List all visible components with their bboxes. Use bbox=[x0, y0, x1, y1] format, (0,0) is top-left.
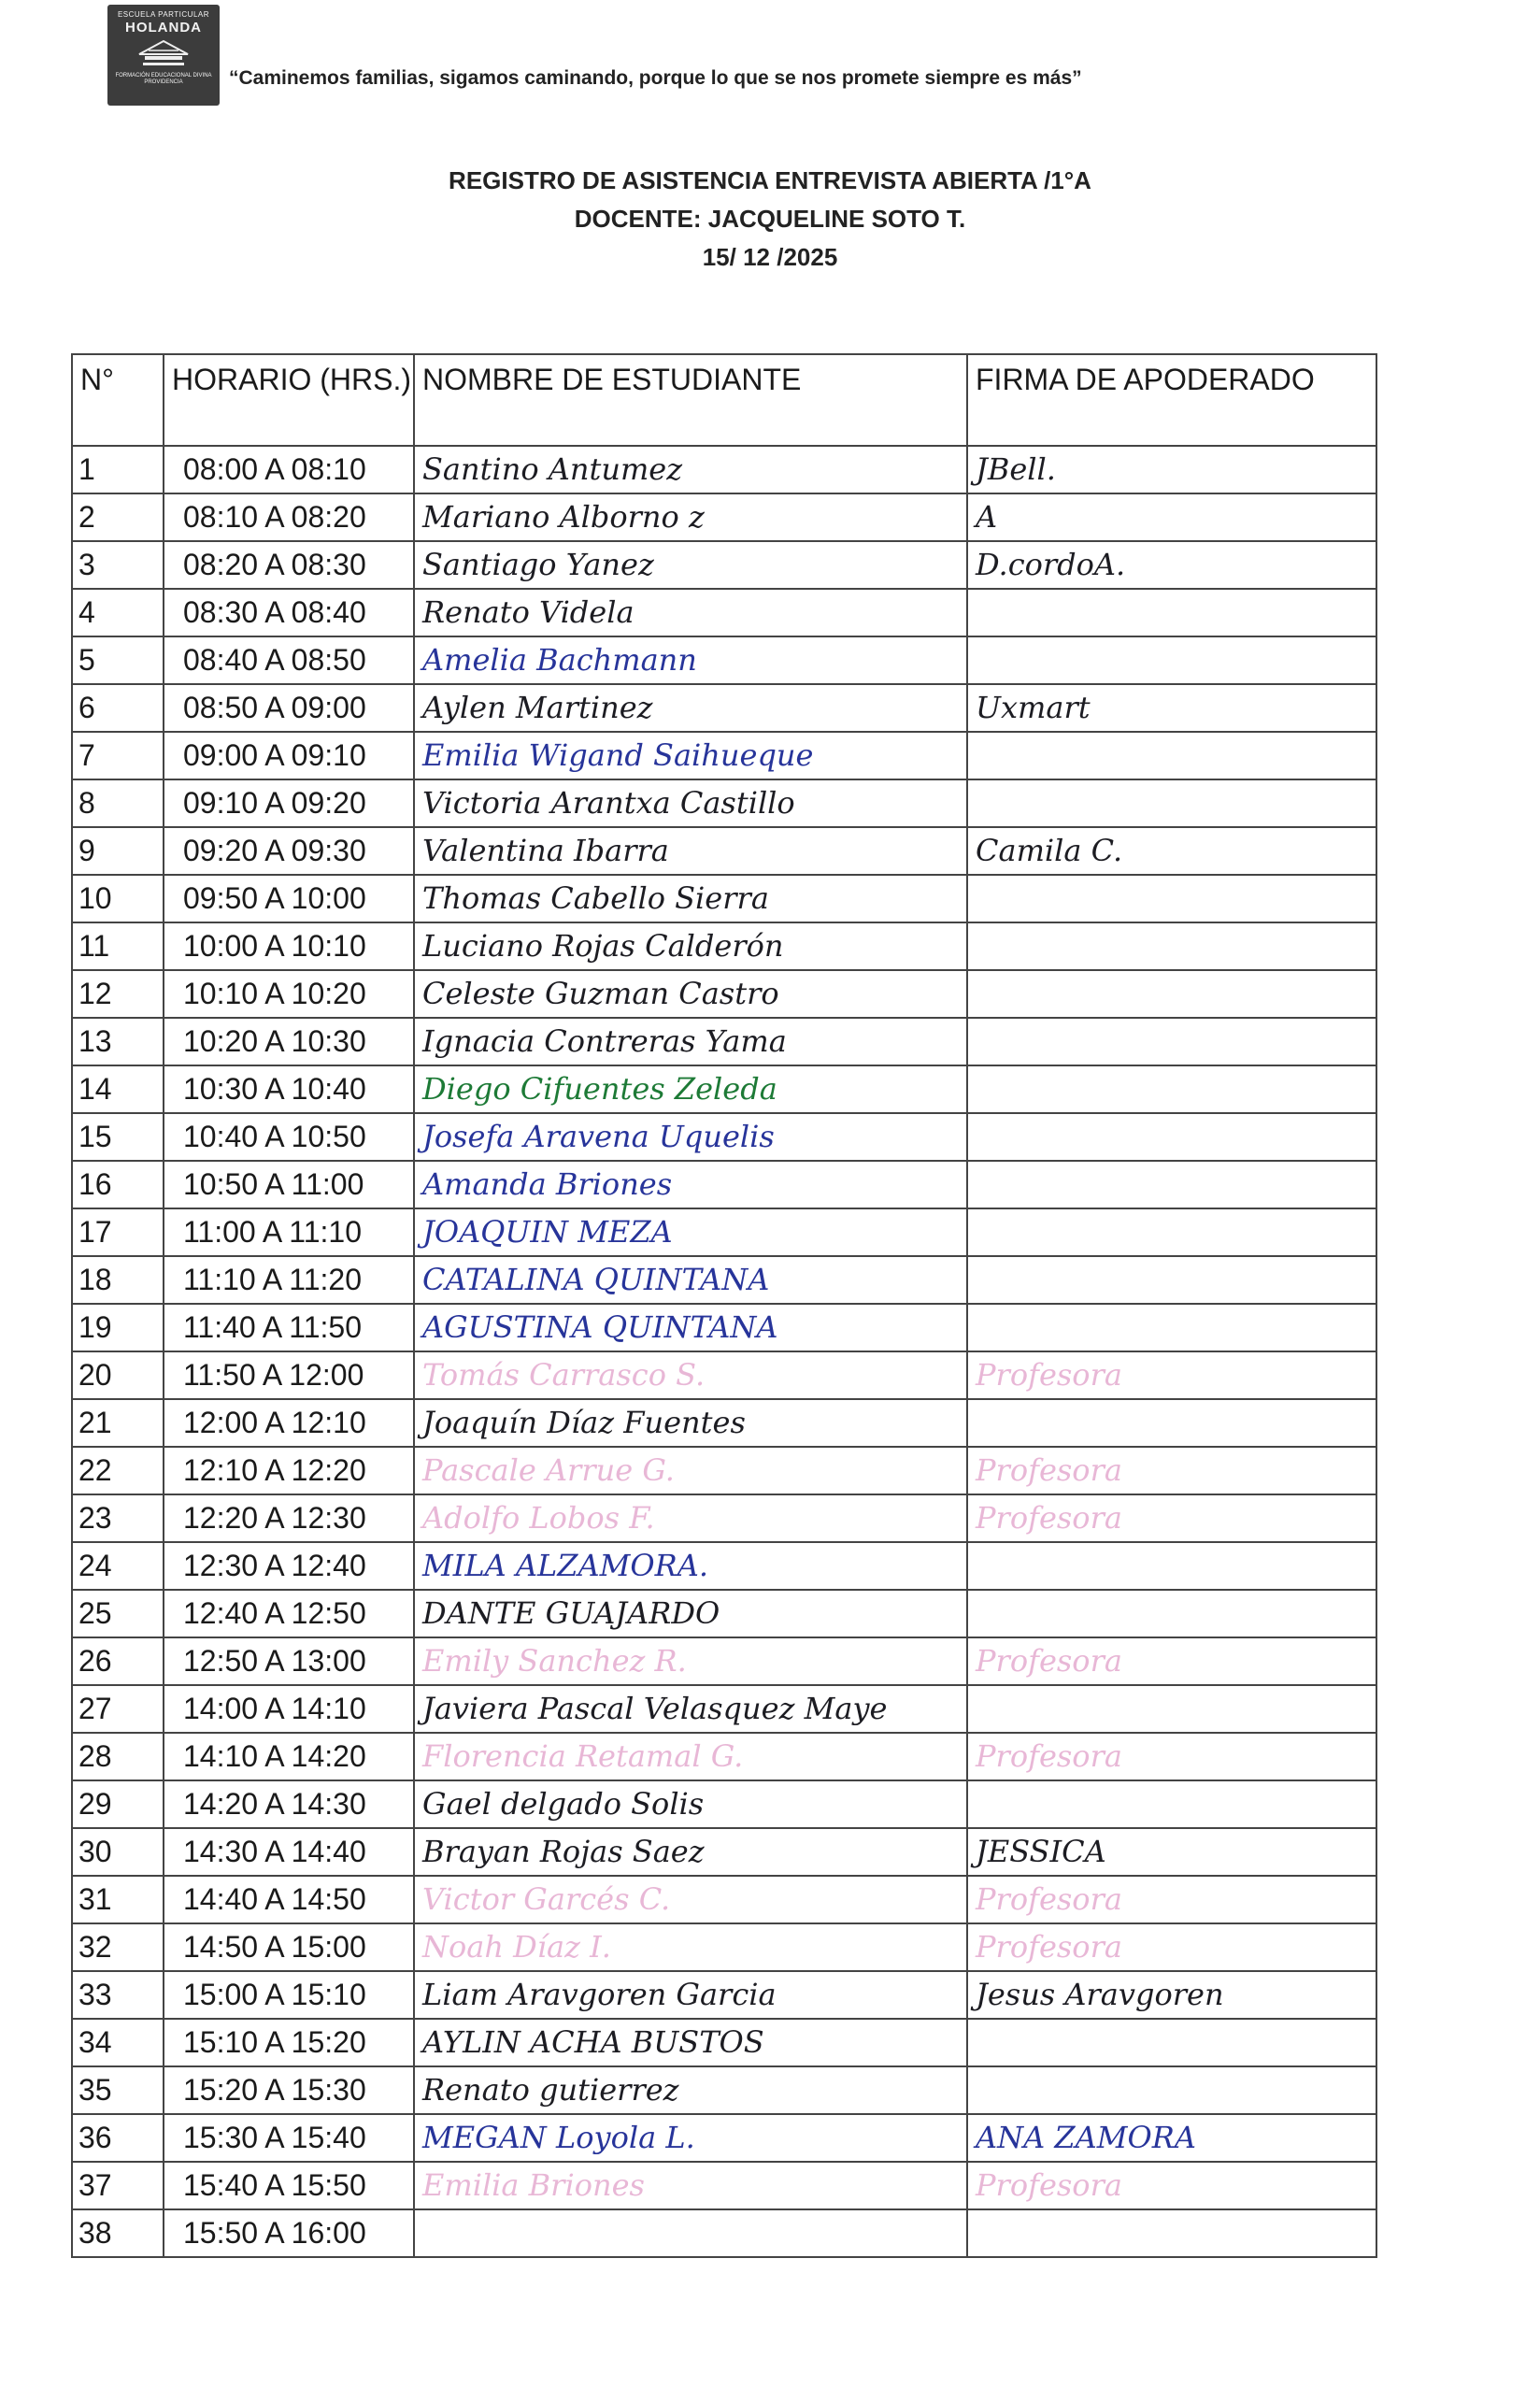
row-number: 22 bbox=[72, 1447, 164, 1494]
guardian-signature bbox=[967, 2066, 1376, 2114]
table-row bbox=[72, 1590, 1376, 1637]
guardian-signature bbox=[967, 1685, 1376, 1733]
row-number: 34 bbox=[72, 2019, 164, 2066]
table-row bbox=[72, 2066, 1376, 2114]
row-number: 2 bbox=[72, 493, 164, 541]
guardian-signature bbox=[967, 1161, 1376, 1208]
guardian-signature bbox=[967, 732, 1376, 779]
table-row bbox=[72, 1113, 1376, 1161]
guardian-signature: JESSICA bbox=[967, 1828, 1376, 1876]
student-name: Celeste Guzman Castro bbox=[414, 970, 967, 1018]
student-name: Tomás Carrasco S. bbox=[414, 1351, 967, 1399]
row-number: 1 bbox=[72, 446, 164, 493]
table-row bbox=[72, 1256, 1376, 1304]
table-row bbox=[72, 2114, 1376, 2162]
row-time: 12:50 A 13:00 bbox=[164, 1637, 414, 1685]
table-row bbox=[72, 1494, 1376, 1542]
row-time: 14:30 A 14:40 bbox=[164, 1828, 414, 1876]
student-name: Liam Aravgoren Garcia bbox=[414, 1971, 967, 2019]
header-guardian-signature: FIRMA DE APODERADO bbox=[967, 354, 1376, 446]
guardian-signature: Profesora bbox=[967, 1923, 1376, 1971]
student-name: CATALINA QUINTANA bbox=[414, 1256, 967, 1304]
table-row bbox=[72, 589, 1376, 636]
table-row bbox=[72, 1351, 1376, 1399]
row-time: 15:00 A 15:10 bbox=[164, 1971, 414, 2019]
row-number: 32 bbox=[72, 1923, 164, 1971]
row-time: 10:30 A 10:40 bbox=[164, 1065, 414, 1113]
guardian-signature bbox=[967, 2209, 1376, 2257]
guardian-signature: A bbox=[967, 493, 1376, 541]
row-number: 21 bbox=[72, 1399, 164, 1447]
guardian-signature: D.cordoA. bbox=[967, 541, 1376, 589]
table-row bbox=[72, 1447, 1376, 1494]
row-time: 09:00 A 09:10 bbox=[164, 732, 414, 779]
student-name: Adolfo Lobos F. bbox=[414, 1494, 967, 1542]
table-row bbox=[72, 1971, 1376, 2019]
row-number: 12 bbox=[72, 970, 164, 1018]
row-number: 6 bbox=[72, 684, 164, 732]
row-time: 12:40 A 12:50 bbox=[164, 1590, 414, 1637]
guardian-signature: Profesora bbox=[967, 1494, 1376, 1542]
student-name: MEGAN Loyola L. bbox=[414, 2114, 967, 2162]
student-name: Emily Sanchez R. bbox=[414, 1637, 967, 1685]
guardian-signature bbox=[967, 1018, 1376, 1065]
table-row bbox=[72, 636, 1376, 684]
student-name: Gael delgado Solis bbox=[414, 1780, 967, 1828]
student-name: Emilia Briones bbox=[414, 2162, 967, 2209]
row-number: 38 bbox=[72, 2209, 164, 2257]
table-row bbox=[72, 922, 1376, 970]
guardian-signature: JBell. bbox=[967, 446, 1376, 493]
student-name: Santino Antumez bbox=[414, 446, 967, 493]
table-row bbox=[72, 684, 1376, 732]
student-name: Josefa Aravena Uquelis bbox=[414, 1113, 967, 1161]
guardian-signature bbox=[967, 779, 1376, 827]
student-name: Diego Cifuentes Zeleda bbox=[414, 1065, 967, 1113]
guardian-signature bbox=[967, 875, 1376, 922]
guardian-signature bbox=[967, 1208, 1376, 1256]
guardian-signature bbox=[967, 1256, 1376, 1304]
table-row bbox=[72, 827, 1376, 875]
table-row bbox=[72, 1876, 1376, 1923]
student-name: Thomas Cabello Sierra bbox=[414, 875, 967, 922]
row-time: 08:00 A 08:10 bbox=[164, 446, 414, 493]
table-row bbox=[72, 1399, 1376, 1447]
row-number: 28 bbox=[72, 1733, 164, 1780]
student-name: Noah Díaz I. bbox=[414, 1923, 967, 1971]
student-name: Renato Videla bbox=[414, 589, 967, 636]
table-row bbox=[72, 1161, 1376, 1208]
guardian-signature bbox=[967, 1304, 1376, 1351]
student-name: AGUSTINA QUINTANA bbox=[414, 1304, 967, 1351]
guardian-signature bbox=[967, 636, 1376, 684]
table-row bbox=[72, 1685, 1376, 1733]
row-time: 10:20 A 10:30 bbox=[164, 1018, 414, 1065]
row-time: 15:50 A 16:00 bbox=[164, 2209, 414, 2257]
table-row bbox=[72, 1304, 1376, 1351]
row-number: 29 bbox=[72, 1780, 164, 1828]
row-time: 10:50 A 11:00 bbox=[164, 1161, 414, 1208]
row-number: 13 bbox=[72, 1018, 164, 1065]
student-name: Emilia Wigand Saihueque bbox=[414, 732, 967, 779]
row-number: 9 bbox=[72, 827, 164, 875]
guardian-signature: ANA ZAMORA bbox=[967, 2114, 1376, 2162]
row-time: 12:30 A 12:40 bbox=[164, 1542, 414, 1590]
row-time: 12:00 A 12:10 bbox=[164, 1399, 414, 1447]
row-number: 36 bbox=[72, 2114, 164, 2162]
row-number: 27 bbox=[72, 1685, 164, 1733]
row-time: 09:50 A 10:00 bbox=[164, 875, 414, 922]
row-number: 4 bbox=[72, 589, 164, 636]
guardian-signature bbox=[967, 1113, 1376, 1161]
attendance-table bbox=[71, 353, 1377, 2258]
row-time: 15:10 A 15:20 bbox=[164, 2019, 414, 2066]
row-number: 11 bbox=[72, 922, 164, 970]
student-name: Amanda Briones bbox=[414, 1161, 967, 1208]
row-number: 18 bbox=[72, 1256, 164, 1304]
row-time: 14:20 A 14:30 bbox=[164, 1780, 414, 1828]
row-number: 19 bbox=[72, 1304, 164, 1351]
row-time: 09:10 A 09:20 bbox=[164, 779, 414, 827]
row-number: 16 bbox=[72, 1161, 164, 1208]
row-time: 08:30 A 08:40 bbox=[164, 589, 414, 636]
school-emblem-icon bbox=[135, 39, 192, 71]
row-number: 3 bbox=[72, 541, 164, 589]
student-name: Brayan Rojas Saez bbox=[414, 1828, 967, 1876]
row-number: 17 bbox=[72, 1208, 164, 1256]
row-time: 12:10 A 12:20 bbox=[164, 1447, 414, 1494]
logo-line1: ESCUELA PARTICULAR bbox=[117, 10, 210, 19]
student-name: Aylen Martinez bbox=[414, 684, 967, 732]
student-name: DANTE GUAJARDO bbox=[414, 1590, 967, 1637]
student-name: Amelia Bachmann bbox=[414, 636, 967, 684]
row-time: 10:10 A 10:20 bbox=[164, 970, 414, 1018]
row-number: 14 bbox=[72, 1065, 164, 1113]
row-number: 35 bbox=[72, 2066, 164, 2114]
table-row bbox=[72, 1733, 1376, 1780]
guardian-signature bbox=[967, 2019, 1376, 2066]
row-number: 25 bbox=[72, 1590, 164, 1637]
guardian-signature bbox=[967, 922, 1376, 970]
student-name: Ignacia Contreras Yama bbox=[414, 1018, 967, 1065]
row-time: 15:30 A 15:40 bbox=[164, 2114, 414, 2162]
motto: “Caminemos familias, sigamos caminando, porque lo que se nos promete siempre es más” bbox=[229, 67, 1082, 89]
row-number: 5 bbox=[72, 636, 164, 684]
row-number: 23 bbox=[72, 1494, 164, 1542]
table-row bbox=[72, 2209, 1376, 2257]
student-name: Joaquín Díaz Fuentes bbox=[414, 1399, 967, 1447]
guardian-signature: Profesora bbox=[967, 1351, 1376, 1399]
table-header-row bbox=[72, 354, 1376, 446]
student-name: Pascale Arrue G. bbox=[414, 1447, 967, 1494]
table-row bbox=[72, 1065, 1376, 1113]
row-number: 31 bbox=[72, 1876, 164, 1923]
guardian-signature bbox=[967, 970, 1376, 1018]
row-time: 09:20 A 09:30 bbox=[164, 827, 414, 875]
row-time: 15:20 A 15:30 bbox=[164, 2066, 414, 2114]
page-title: REGISTRO DE ASISTENCIA ENTREVISTA ABIERTA /1°A bbox=[449, 166, 1091, 194]
guardian-signature: Uxmart bbox=[967, 684, 1376, 732]
row-time: 14:10 A 14:20 bbox=[164, 1733, 414, 1780]
header-student-name: NOMBRE DE ESTUDIANTE bbox=[414, 354, 967, 446]
table-row bbox=[72, 970, 1376, 1018]
row-time: 14:40 A 14:50 bbox=[164, 1876, 414, 1923]
school-logo bbox=[107, 5, 220, 106]
row-time: 15:40 A 15:50 bbox=[164, 2162, 414, 2209]
row-time: 10:40 A 10:50 bbox=[164, 1113, 414, 1161]
guardian-signature: Camila C. bbox=[967, 827, 1376, 875]
row-time: 08:20 A 08:30 bbox=[164, 541, 414, 589]
guardian-signature: Jesus Aravgoren bbox=[967, 1971, 1376, 2019]
student-name: Mariano Alborno z bbox=[414, 493, 967, 541]
student-name: Luciano Rojas Calderón bbox=[414, 922, 967, 970]
guardian-signature bbox=[967, 589, 1376, 636]
student-name: Florencia Retamal G. bbox=[414, 1733, 967, 1780]
guardian-signature: Profesora bbox=[967, 1733, 1376, 1780]
row-number: 8 bbox=[72, 779, 164, 827]
student-name: Santiago Yanez bbox=[414, 541, 967, 589]
table-row bbox=[72, 1637, 1376, 1685]
table-row bbox=[72, 446, 1376, 493]
row-time: 08:40 A 08:50 bbox=[164, 636, 414, 684]
row-number: 7 bbox=[72, 732, 164, 779]
guardian-signature bbox=[967, 1780, 1376, 1828]
guardian-signature: Profesora bbox=[967, 1876, 1376, 1923]
table-row bbox=[72, 493, 1376, 541]
table-row bbox=[72, 1828, 1376, 1876]
row-time: 12:20 A 12:30 bbox=[164, 1494, 414, 1542]
table-row bbox=[72, 2019, 1376, 2066]
row-time: 14:50 A 15:00 bbox=[164, 1923, 414, 1971]
header-schedule: HORARIO (HRS.) bbox=[164, 354, 414, 446]
student-name: Renato gutierrez bbox=[414, 2066, 967, 2114]
row-number: 24 bbox=[72, 1542, 164, 1590]
guardian-signature bbox=[967, 1590, 1376, 1637]
guardian-signature bbox=[967, 1399, 1376, 1447]
table-body bbox=[72, 446, 1376, 2257]
table-row bbox=[72, 875, 1376, 922]
table-row bbox=[72, 732, 1376, 779]
table-row bbox=[72, 2162, 1376, 2209]
student-name: Victoria Arantxa Castillo bbox=[414, 779, 967, 827]
table-row bbox=[72, 1208, 1376, 1256]
row-time: 14:00 A 14:10 bbox=[164, 1685, 414, 1733]
row-time: 11:10 A 11:20 bbox=[164, 1256, 414, 1304]
row-time: 08:50 A 09:00 bbox=[164, 684, 414, 732]
row-number: 10 bbox=[72, 875, 164, 922]
guardian-signature: Profesora bbox=[967, 1447, 1376, 1494]
table-row bbox=[72, 541, 1376, 589]
row-time: 10:00 A 10:10 bbox=[164, 922, 414, 970]
row-time: 11:50 A 12:00 bbox=[164, 1351, 414, 1399]
student-name: Victor Garcés C. bbox=[414, 1876, 967, 1923]
student-name: JOAQUIN MEZA bbox=[414, 1208, 967, 1256]
table-row bbox=[72, 1923, 1376, 1971]
row-number: 26 bbox=[72, 1637, 164, 1685]
teacher-name: DOCENTE: JACQUELINE SOTO T. bbox=[574, 205, 966, 233]
row-time: 11:40 A 11:50 bbox=[164, 1304, 414, 1351]
header-number: N° bbox=[72, 354, 164, 446]
row-number: 15 bbox=[72, 1113, 164, 1161]
student-name bbox=[414, 2209, 967, 2257]
guardian-signature bbox=[967, 1065, 1376, 1113]
student-name: Javiera Pascal Velasquez Maye bbox=[414, 1685, 967, 1733]
student-name: Valentina Ibarra bbox=[414, 827, 967, 875]
table-row bbox=[72, 1018, 1376, 1065]
row-number: 37 bbox=[72, 2162, 164, 2209]
logo-line3: FORMACIÓN EDUCACIONAL DIVINA PROVIDENCIA bbox=[115, 73, 212, 85]
table-row bbox=[72, 1542, 1376, 1590]
row-time: 08:10 A 08:20 bbox=[164, 493, 414, 541]
student-name: MILA ALZAMORA. bbox=[414, 1542, 967, 1590]
guardian-signature: Profesora bbox=[967, 2162, 1376, 2209]
guardian-signature: Profesora bbox=[967, 1637, 1376, 1685]
row-number: 33 bbox=[72, 1971, 164, 2019]
student-name: AYLIN ACHA BUSTOS bbox=[414, 2019, 967, 2066]
table-row bbox=[72, 779, 1376, 827]
row-time: 11:00 A 11:10 bbox=[164, 1208, 414, 1256]
row-number: 30 bbox=[72, 1828, 164, 1876]
logo-line2: HOLANDA bbox=[125, 20, 202, 36]
guardian-signature bbox=[967, 1542, 1376, 1590]
date: 15/ 12 /2025 bbox=[702, 243, 838, 271]
row-number: 20 bbox=[72, 1351, 164, 1399]
table-row bbox=[72, 1780, 1376, 1828]
